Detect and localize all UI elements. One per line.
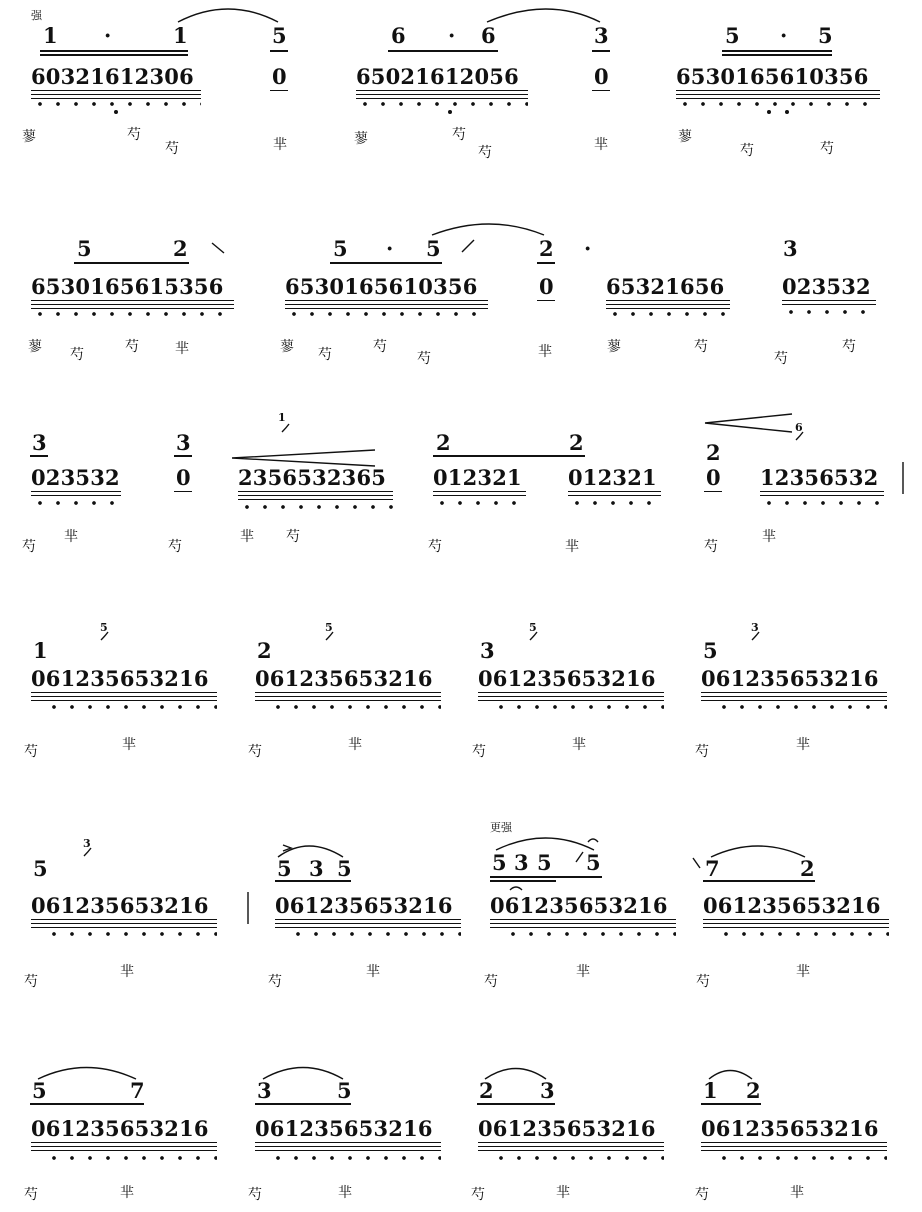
melody-note: 5: [492, 850, 507, 875]
melody-note: 1: [703, 1078, 718, 1103]
beat-group: 2356532365: [238, 465, 387, 490]
beat-rest: 0: [706, 465, 721, 490]
beat-group: 061235653216: [255, 1116, 433, 1141]
slur: [485, 1069, 546, 1080]
melody-note: 5: [32, 1078, 47, 1103]
tab-char: 芈: [538, 344, 552, 360]
grace-note: 5: [100, 621, 108, 634]
beat-group: 023532: [31, 465, 120, 490]
tab-char: 芍: [373, 339, 387, 355]
arrow-mark: [462, 240, 474, 252]
tab-char: 蓼: [28, 339, 42, 355]
tab-char: 芈: [572, 737, 586, 753]
tab-char: 芍: [165, 141, 179, 157]
melody-note: 3: [257, 1078, 272, 1103]
tab-char: 芈: [64, 529, 78, 545]
mark-stronger: 更强: [490, 821, 512, 834]
tab-char: 蓼: [280, 339, 294, 355]
beat-group: 061235653216: [31, 893, 209, 918]
tab-char: 蓼: [607, 339, 621, 355]
beat-group: 061235653216: [478, 1116, 656, 1141]
tab-char: 芍: [22, 539, 36, 555]
beat-rest: 0: [594, 64, 609, 89]
tab-char: 芍: [417, 351, 431, 367]
mark-strong: 强: [31, 9, 42, 22]
tab-char: 芈: [796, 737, 810, 753]
tab-char: 芈: [594, 137, 608, 153]
melody-note: 3: [540, 1078, 555, 1103]
tab-char: 芈: [122, 737, 136, 753]
melody-note: 1: [33, 638, 48, 663]
beat-group: 061235653216: [478, 666, 656, 691]
melody-note: 2: [539, 236, 554, 261]
melody-note: 1: [173, 23, 188, 48]
melody-note: 2: [706, 440, 721, 465]
melody-note: 5: [537, 850, 552, 875]
tab-char: 芈: [120, 1185, 134, 1201]
tab-char: 芈: [120, 964, 134, 980]
melody-note: 2: [479, 1078, 494, 1103]
beat-group: 60321612306: [31, 64, 194, 89]
tab-char: 芍: [696, 974, 710, 990]
tab-char: 蓼: [22, 129, 36, 145]
melody-note: 2: [746, 1078, 761, 1103]
grace-note: 3: [751, 621, 759, 634]
tab-char: 芈: [796, 964, 810, 980]
beat-group: 6530165610356: [285, 274, 478, 299]
slur: [263, 1068, 343, 1080]
tab-char: 芍: [125, 339, 139, 355]
melody-note: 5: [586, 850, 601, 875]
grace-note: 6: [795, 421, 803, 434]
melody-note: 7: [130, 1078, 145, 1103]
beat-group: 061235653216: [703, 893, 881, 918]
tab-char: 芍: [471, 1187, 485, 1203]
melody-dot: ·: [448, 23, 456, 48]
tab-char: 芍: [695, 1187, 709, 1203]
tab-char: 蓼: [678, 129, 692, 145]
tab-char: 芍: [127, 127, 141, 143]
melody-note: 5: [77, 236, 92, 261]
slur: [711, 846, 805, 857]
melody-note: 3: [514, 850, 529, 875]
beat-group: 6530165615356: [31, 274, 224, 299]
beat-rest: 0: [176, 465, 191, 490]
slur: [38, 1068, 136, 1080]
melody-dot: ·: [780, 23, 788, 48]
tab-char: 芈: [338, 1185, 352, 1201]
beat-group: 65321656: [606, 274, 725, 299]
beat-group: 023532: [782, 274, 871, 299]
tab-char: 芍: [286, 529, 300, 545]
grace-note: 5: [529, 621, 537, 634]
melody-note: 2: [436, 430, 451, 455]
tab-char: 芍: [70, 347, 84, 363]
melody-note: 5: [277, 856, 292, 881]
melody-note: 1: [43, 23, 58, 48]
tab-char: 芈: [240, 529, 254, 545]
tab-char: 芍: [484, 974, 498, 990]
melody-note: 3: [594, 23, 609, 48]
slur: [496, 838, 594, 850]
slur: [432, 224, 544, 235]
melody-note: 6: [481, 23, 496, 48]
tab-char: 芍: [740, 143, 754, 159]
melody-note: 3: [783, 236, 798, 261]
tab-char: 芍: [452, 127, 466, 143]
melody-note: 6: [391, 23, 406, 48]
melody-note: 5: [337, 1078, 352, 1103]
melody-note: 2: [800, 856, 815, 881]
beat-rest: 0: [272, 64, 287, 89]
tab-char: 芈: [556, 1185, 570, 1201]
beat-group: 061235653216: [31, 1116, 209, 1141]
tab-char: 芍: [842, 339, 856, 355]
slur: [487, 9, 600, 22]
beat-group: 061235653216: [255, 666, 433, 691]
bar-lines: [248, 462, 903, 924]
beat-group: 6530165610356: [676, 64, 869, 89]
melody-dot: ·: [386, 236, 394, 261]
grace-note: 3: [83, 837, 91, 850]
tab-char: 蓼: [354, 131, 368, 147]
melody-note: 2: [569, 430, 584, 455]
melody-note: 5: [426, 236, 441, 261]
tab-char: 芈: [366, 964, 380, 980]
tab-char: 芈: [175, 341, 189, 357]
slur: [178, 9, 278, 22]
beat-group: 061235653216: [275, 893, 453, 918]
melody-note: 2: [257, 638, 272, 663]
grace-note: 1: [278, 411, 286, 424]
tab-char: 芍: [478, 145, 492, 161]
tab-char: 芍: [820, 141, 834, 157]
melody-note: 5: [333, 236, 348, 261]
tab-char: 芈: [762, 529, 776, 545]
melody-note: 3: [32, 430, 47, 455]
melody-note: 7: [705, 856, 720, 881]
beat-group: 061235653216: [31, 666, 209, 691]
beat-group: 061235653216: [490, 893, 668, 918]
melody-note: 5: [725, 23, 740, 48]
beat-group: 061235653216: [701, 666, 879, 691]
tab-char: 芈: [565, 539, 579, 555]
tab-char: 芍: [318, 347, 332, 363]
tab-char: 芍: [24, 744, 38, 760]
melody-note: 2: [173, 236, 188, 261]
tab-char: 芍: [472, 744, 486, 760]
melody-dot: ·: [584, 236, 592, 261]
melody-note: 3: [309, 856, 324, 881]
tab-char: 芍: [695, 744, 709, 760]
melody-note: 5: [818, 23, 833, 48]
tab-char: 芍: [268, 974, 282, 990]
beat-group: 012321: [568, 465, 657, 490]
arrow-mark: [576, 852, 583, 862]
beat-group: 061235653216: [701, 1116, 879, 1141]
tab-char: 芈: [273, 137, 287, 153]
arrow-mark: [693, 858, 700, 868]
beat-group: 012321: [433, 465, 522, 490]
tab-char: 芍: [248, 1187, 262, 1203]
accent-mark: [283, 845, 291, 851]
melody-note: 5: [703, 638, 718, 663]
melody-note: 5: [272, 23, 287, 48]
tab-char: 芈: [790, 1185, 804, 1201]
tab-char: 芍: [428, 539, 442, 555]
melody-note: 5: [337, 856, 352, 881]
hairpin: [232, 450, 375, 466]
melody-dot: ·: [104, 23, 112, 48]
grace-note: 5: [325, 621, 333, 634]
melody-note: 3: [480, 638, 495, 663]
tab-char: 芍: [24, 974, 38, 990]
tab-char: 芈: [576, 964, 590, 980]
beat-group: 12356532: [760, 465, 879, 490]
beat-group: 65021612056: [356, 64, 519, 89]
arrow-mark: [212, 243, 224, 253]
beat-rest: 0: [539, 274, 554, 299]
tab-char: 芍: [704, 539, 718, 555]
tab-char: 芍: [24, 1187, 38, 1203]
tab-char: 芍: [248, 744, 262, 760]
melody-note: 5: [33, 856, 48, 881]
tab-char: 芈: [348, 737, 362, 753]
melody-note: 3: [176, 430, 191, 455]
tab-char: 芍: [774, 351, 788, 367]
tab-char: 芍: [168, 539, 182, 555]
hairpin: [705, 414, 792, 432]
tab-char: 芍: [694, 339, 708, 355]
fermata: [510, 887, 522, 890]
fermata: [588, 839, 598, 842]
